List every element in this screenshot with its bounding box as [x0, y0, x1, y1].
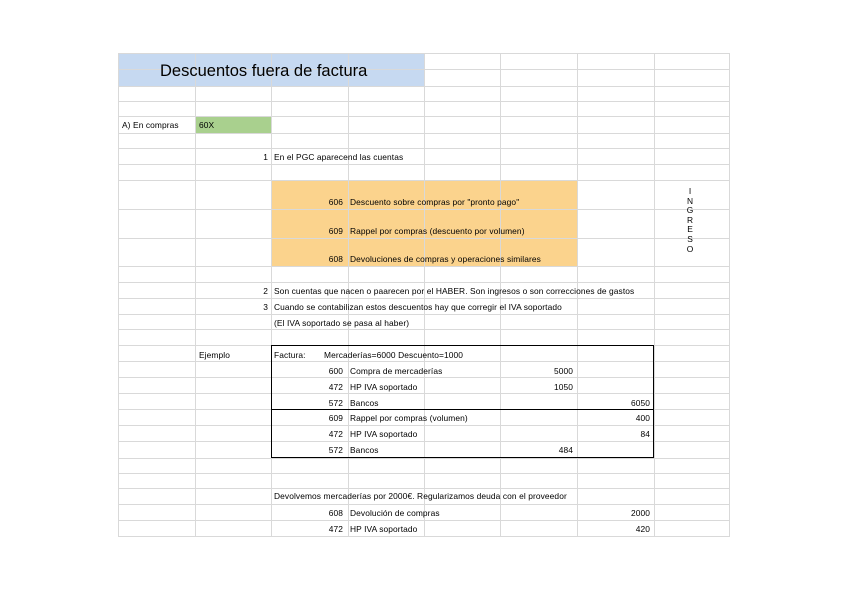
- entry-account: Rappel por compras (volumen): [350, 413, 468, 423]
- grid-row-line: [118, 180, 730, 181]
- entry-haber: 2000: [630, 508, 650, 518]
- entry-debe: 5000: [553, 366, 573, 376]
- account-code: 606: [328, 197, 343, 207]
- entry-code: 572: [328, 445, 343, 455]
- iva-note: (El IVA soportado se pasa al haber): [274, 318, 410, 328]
- entry-code: 600: [328, 366, 343, 376]
- entry-account: HP IVA soportado: [350, 429, 418, 439]
- entry-haber: 400: [635, 413, 650, 423]
- invoice-label: Factura:: [274, 350, 306, 360]
- grid-row-line: [118, 536, 730, 537]
- grid-row-line: [118, 282, 730, 283]
- account-name: Rappel por compras (descuento por volumen): [350, 226, 525, 236]
- page-title: Descuentos fuera de factura: [160, 62, 368, 80]
- grid-row-line: [118, 116, 730, 117]
- grid-row-line: [118, 53, 730, 54]
- ingreso-letter: I: [688, 186, 692, 196]
- grid-row-line: [118, 164, 730, 165]
- grid-row-line: [118, 209, 730, 210]
- point-1-text: En el PGC aparecend las cuentas: [274, 152, 404, 162]
- entry-code: 472: [328, 524, 343, 534]
- entry-haber: 84: [640, 429, 650, 439]
- journal-entry-separator: [271, 409, 654, 410]
- entry-account: Bancos: [350, 398, 379, 408]
- entry-haber: 6050: [630, 398, 650, 408]
- entry-code: 472: [328, 429, 343, 439]
- section-label: A) En compras: [122, 120, 179, 130]
- grid-column-line: [271, 53, 272, 537]
- grid-column-line: [654, 53, 655, 537]
- ingreso-vertical-label: [684, 187, 696, 254]
- entry-account: HP IVA soportado: [350, 382, 418, 392]
- grid-row-line: [118, 488, 730, 489]
- grid-row-line: [118, 148, 730, 149]
- ingreso-letter: O: [686, 243, 694, 254]
- ingreso-letter: N: [686, 195, 694, 206]
- grid-row-line: [118, 133, 730, 134]
- entry-debe: 484: [558, 445, 573, 455]
- grid-row-line: [118, 520, 730, 521]
- point-3-number: 3: [263, 302, 268, 312]
- grid-column-line: [729, 53, 730, 537]
- grid-row-line: [118, 504, 730, 505]
- account-name: Devoluciones de compras y operaciones similares: [350, 254, 541, 264]
- entry-code: 608: [328, 508, 343, 518]
- entry-account: Bancos: [350, 445, 379, 455]
- grid-row-line: [118, 266, 730, 267]
- point-1-number: 1: [263, 152, 268, 162]
- entry-haber: 420: [635, 524, 650, 534]
- account-name: Descuento sobre compras por "pronto pago": [350, 197, 520, 207]
- spreadsheet: [118, 53, 730, 537]
- section-value: 60X: [199, 120, 215, 130]
- point-2-text: Son cuentas que nacen o paarecen por el HABER. Son ingresos o son correcciones de gastos: [274, 286, 635, 296]
- devolucion-text: Devolvemos mercaderías por 2000€. Regularizamos deuda con el proveedor: [274, 491, 567, 501]
- example-label: Ejemplo: [199, 350, 230, 360]
- grid-row-line: [118, 458, 730, 459]
- entry-code: 572: [328, 398, 343, 408]
- ingreso-letter: G: [686, 205, 694, 216]
- entry-code: 609: [328, 413, 343, 423]
- account-code: 608: [328, 254, 343, 264]
- grid-row-line: [118, 314, 730, 315]
- grid-row-line: [118, 329, 730, 330]
- grid-row-line: [118, 101, 730, 102]
- entry-account: Compra de mercaderías: [350, 366, 443, 376]
- grid-row-line: [118, 473, 730, 474]
- point-2-number: 2: [263, 286, 268, 296]
- entry-debe: 1050: [553, 382, 573, 392]
- entry-account: HP IVA soportado: [350, 524, 418, 534]
- ingreso-letter: S: [687, 233, 693, 244]
- point-3-text: Cuando se contabilizan estos descuentos hay que corregir el IVA soportado: [274, 302, 562, 312]
- entry-code: 472: [328, 382, 343, 392]
- account-code: 609: [328, 226, 343, 236]
- grid-row-line: [118, 298, 730, 299]
- grid-column-line: [195, 53, 196, 537]
- entry-account: Devolución de compras: [350, 508, 440, 518]
- invoice-detail: Mercaderías=6000 Descuento=1000: [324, 350, 464, 360]
- grid-column-line: [118, 53, 119, 537]
- ingreso-letter: R: [686, 214, 694, 225]
- grid-row-line: [118, 86, 730, 87]
- ingreso-letter: E: [687, 224, 693, 235]
- grid-row-line: [118, 238, 730, 239]
